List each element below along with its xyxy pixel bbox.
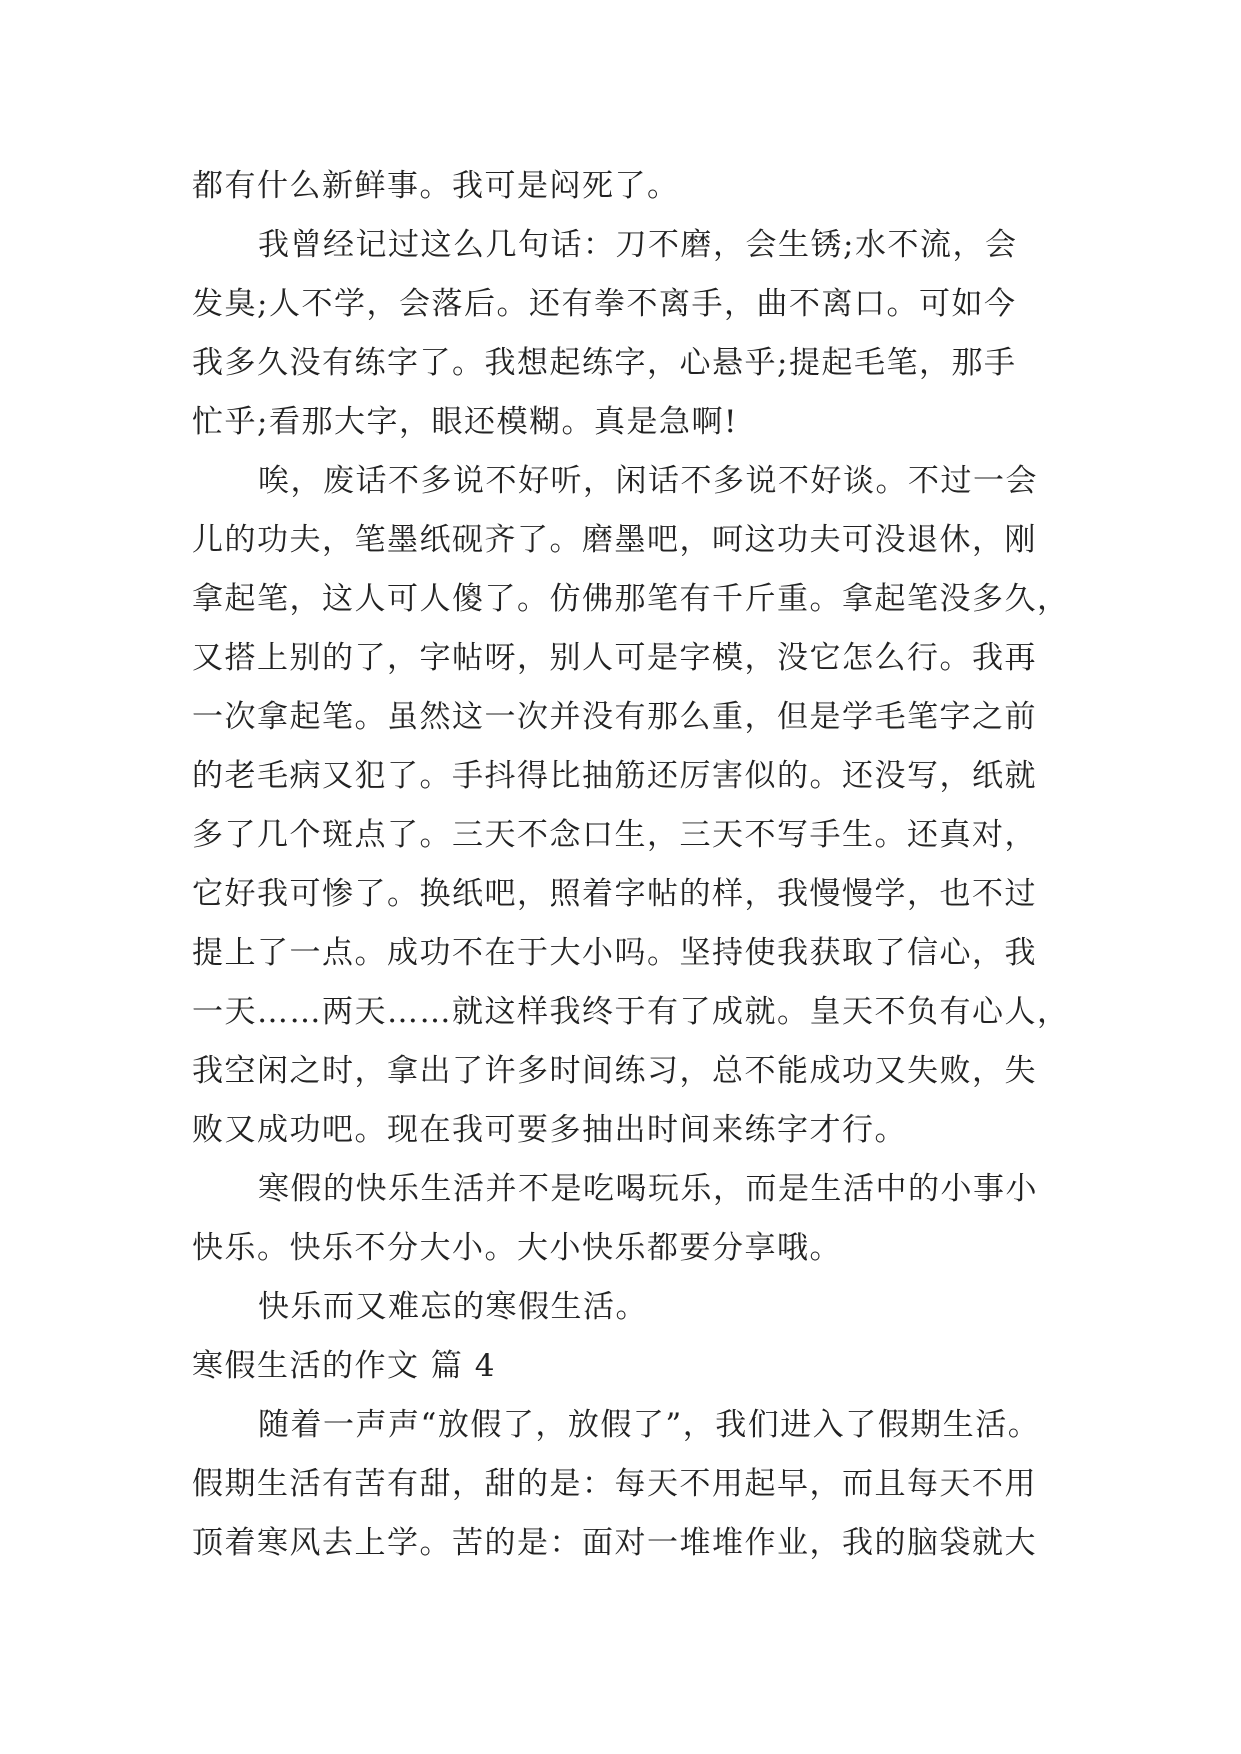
text-line: 拿起笔，这人可人傻了。仿佛那笔有千斤重。拿起笔没多久，: [192, 581, 1070, 617]
text-line: 假期生活有苦有甜，甜的是：每天不用起早，而且每天不用: [192, 1466, 1037, 1502]
text-line: 多了几个斑点了。三天不念口生，三天不写手生。还真对，: [192, 817, 1037, 853]
text-line: 又搭上别的了，字帖呀，别人可是字模，没它怎么行。我再: [192, 640, 1037, 676]
section-heading: 寒假生活的作文 篇 4: [192, 1348, 496, 1384]
text-line: 都有什么新鲜事。我可是闷死了。: [192, 168, 680, 204]
text-line: 发臭;人不学，会落后。还有拳不离手，曲不离口。可如今: [192, 286, 1017, 322]
text-line: 一天……两天……就这样我终于有了成就。皇天不负有心人，: [192, 994, 1070, 1030]
text-line: 快乐。快乐不分大小。大小快乐都要分享哦。: [192, 1230, 842, 1266]
text-line: 忙乎;看那大字，眼还模糊。真是急啊!: [192, 404, 738, 440]
paragraph-start-line: 唉，废话不多说不好听，闲话不多说不好谈。不过一会: [258, 463, 1038, 499]
text-line: 的老毛病又犯了。手抖得比抽筋还厉害似的。还没写，纸就: [192, 758, 1037, 794]
article-body: [192, 157, 1082, 1573]
text-line: 我多久没有练字了。我想起练字，心悬乎;提起毛笔，那手: [192, 345, 1017, 381]
paragraph-start-line: 寒假的快乐生活并不是吃喝玩乐，而是生活中的小事小: [258, 1171, 1038, 1207]
paragraph-start-line: 随着一声声“放假了，放假了”，我们进入了假期生活。: [258, 1407, 1041, 1443]
text-line: 儿的功夫，笔墨纸砚齐了。磨墨吧，呵这功夫可没退休，刚: [192, 522, 1037, 558]
text-line: 我空闲之时，拿出了许多时间练习，总不能成功又失败，失: [192, 1053, 1037, 1089]
text-line: 一次拿起笔。虽然这一次并没有那么重，但是学毛笔字之前: [192, 699, 1037, 735]
text-line: 败又成功吧。现在我可要多抽出时间来练字才行。: [192, 1112, 907, 1148]
text-line: 提上了一点。成功不在于大小吗。坚持使我获取了信心，我: [192, 935, 1037, 971]
text-line: 顶着寒风去上学。苦的是：面对一堆堆作业，我的脑袋就大: [192, 1525, 1037, 1561]
paragraph-start-line: 快乐而又难忘的寒假生活。: [258, 1289, 648, 1325]
paragraph-start-line: 我曾经记过这么几句话：刀不磨，会生锈;水不流，会: [258, 227, 1018, 263]
text-line: 它好我可惨了。换纸吧，照着字帖的样，我慢慢学，也不过: [192, 876, 1037, 912]
